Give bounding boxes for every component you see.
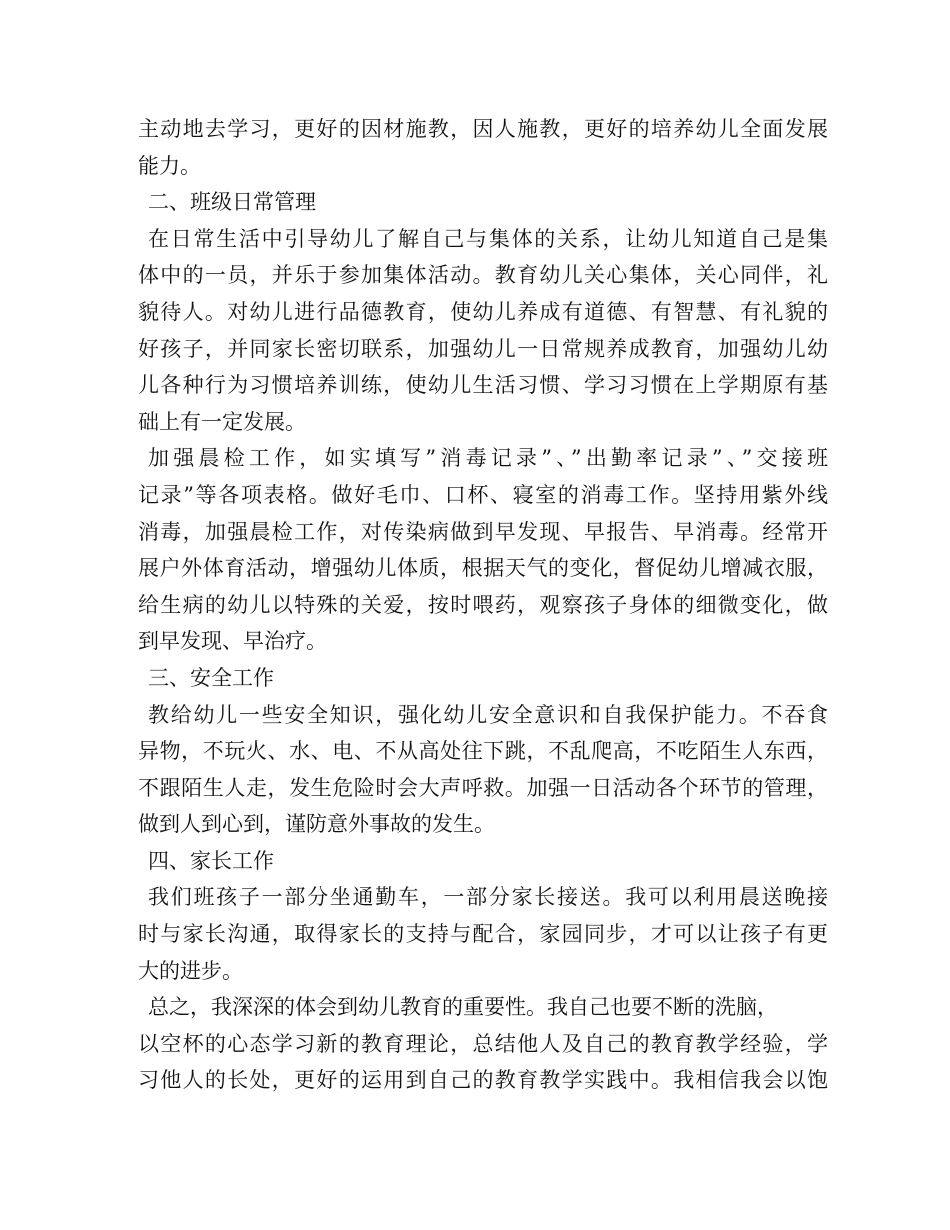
text-line: 能力。 — [138, 153, 201, 178]
text-line: 础上有一定发展。 — [138, 409, 306, 434]
text-line: 时与家长沟通，取得家长的支持与配合，家园同步，才可以让孩子有更 — [138, 922, 828, 947]
text-line: 展户外体育活动，增强幼儿体质，根据天气的变化，督促幼儿增减衣服， — [138, 556, 828, 581]
text-line: 加强晨检工作，如实填写”消毒记录”、”出勤率记录”、”交接班 — [148, 446, 828, 471]
document-body — [138, 111, 828, 1099]
text-line: 好孩子，并同家长密切联系，加强幼儿一日常规养成教育，加强幼儿幼 — [138, 336, 828, 361]
text-line: 做到人到心到，谨防意外事故的发生。 — [138, 812, 495, 837]
text-line: 不跟陌生人走，发生危险时会大声呼救。加强一日活动各个环节的管理， — [138, 775, 828, 800]
section-heading: 二、班级日常管理 — [148, 190, 316, 215]
text-line: 貌待人。对幼儿进行品德教育，使幼儿养成有道德、有智慧、有礼貌的 — [138, 299, 828, 324]
section-heading: 四、家长工作 — [148, 848, 274, 873]
text-line: 总之，我深深的体会到幼儿教育的重要性。我自己也要不断的洗脑， — [148, 995, 778, 1020]
section-heading: 三、安全工作 — [148, 665, 274, 690]
text-line: 给生病的幼儿以特殊的关爱，按时喂药，观察孩子身体的细微变化，做 — [138, 592, 828, 617]
text-line: 习他人的长处，更好的运用到自己的教育教学实践中。我相信我会以饱 — [138, 1068, 828, 1093]
text-line: 教给幼儿一些安全知识，强化幼儿安全意识和自我保护能力。不吞食 — [148, 702, 828, 727]
text-line: 以空杯的心态学习新的教育理论，总结他人及自己的教育教学经验，学 — [138, 1031, 828, 1056]
text-line: 到早发现、早治疗。 — [138, 629, 327, 654]
text-line: 记录”等各项表格。做好毛巾、口杯、寝室的消毒工作。坚持用紫外线 — [138, 482, 828, 507]
text-line: 主动地去学习，更好的因材施教，因人施教，更好的培养幼儿全面发展 — [138, 117, 828, 141]
text-line: 消毒，加强晨检工作，对传染病做到早发现、早报告、早消毒。经常开 — [138, 519, 828, 544]
text-line: 在日常生活中引导幼儿了解自己与集体的关系，让幼儿知道自己是集 — [148, 226, 828, 251]
text-line: 大的进步。 — [138, 958, 243, 983]
text-line: 异物，不玩火、水、电、不从高处往下跳，不乱爬高，不吃陌生人东西， — [138, 739, 828, 764]
text-line: 我们班孩子一部分坐通勤车，一部分家长接送。我可以利用晨送晚接 — [148, 885, 828, 910]
text-line: 儿各种行为习惯培养训练，使幼儿生活习惯、学习习惯在上学期原有基 — [138, 373, 828, 398]
text-line: 体中的一员，并乐于参加集体活动。教育幼儿关心集体，关心同伴，礼 — [138, 263, 828, 288]
